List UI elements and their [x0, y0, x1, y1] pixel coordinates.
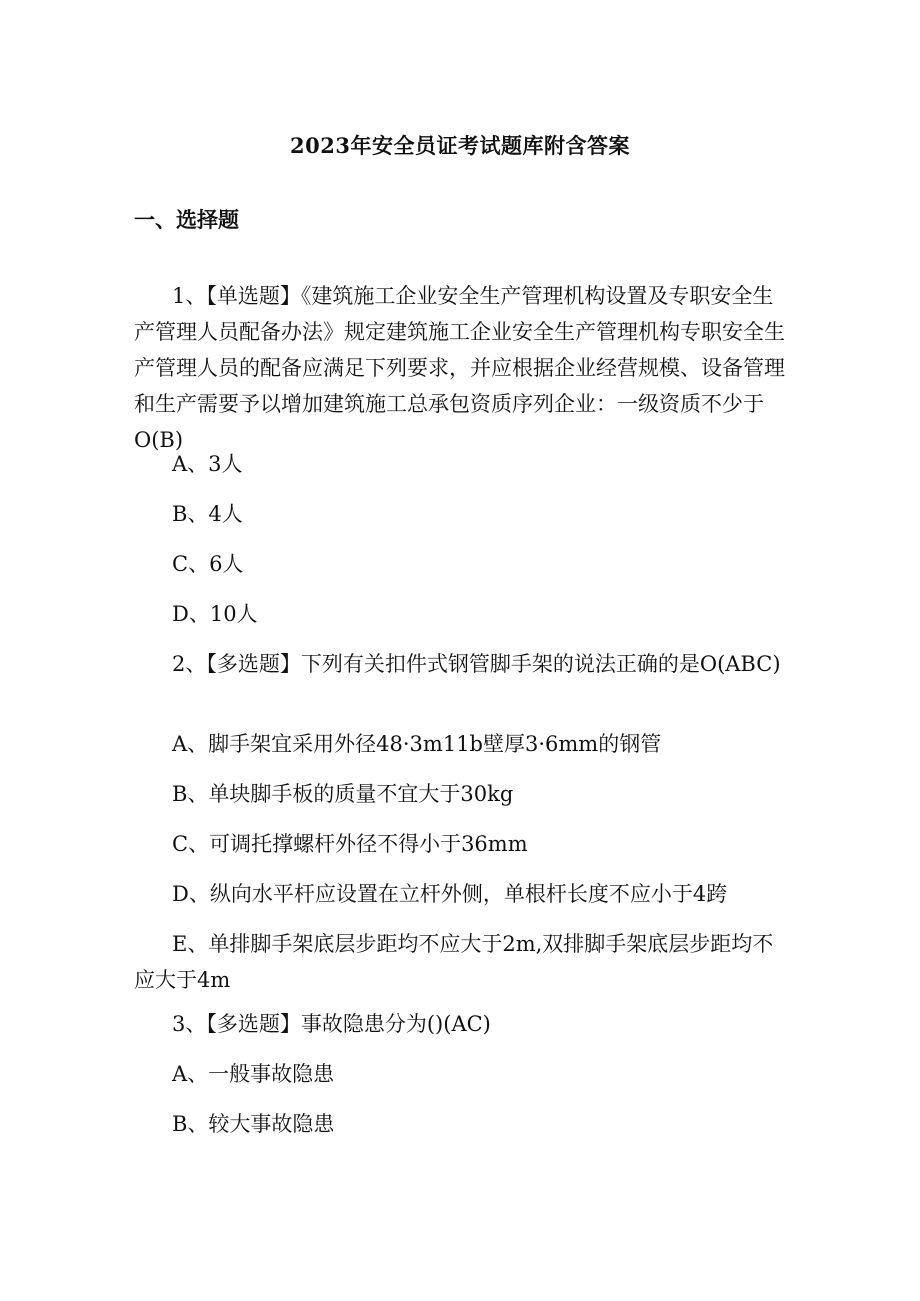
- question-2-option-e: E、单排脚手架底层步距均不应大于2m,双排脚手架底层步距均不应大于4m: [134, 932, 774, 992]
- section-heading: 一、选择题: [134, 207, 239, 232]
- question-2-option-b: B、单块脚手板的质量不宜大于30kg: [172, 782, 514, 806]
- question-1-option-a: A、3人: [172, 452, 243, 476]
- question-1-stem: 1、【单选题】《建筑施工企业安全生产管理机构设置及专职安全生产管理人员配备办法》规定建筑施工企业安全生产管理机构专职安全生产管理人员的配备应满足下列要求，并应根据企业经营规模、设备管理和生产需要予以增加建筑施工总承包资质序列企业：一级资质不少于O(B): [134, 284, 785, 452]
- question-3-option-a: A、一般事故隐患: [172, 1062, 335, 1086]
- question-2-option-d: D、纵向水平杆应设置在立杆外侧，单根杆长度不应小于4跨: [172, 882, 728, 906]
- question-1-option-c: C、6人: [172, 552, 244, 576]
- question-2-stem: 2、【多选题】下列有关扣件式钢管脚手架的说法正确的是O(ABC): [172, 652, 781, 676]
- question-3-option-b: B、较大事故隐患: [172, 1112, 335, 1136]
- document-title: 2023年安全员证考试题库附含答案: [290, 133, 630, 158]
- question-2-option-a: A、脚手架宜采用外径48·3m11b壁厚3·6mm的钢管: [172, 732, 662, 756]
- question-1-option-d: D、10人: [172, 602, 258, 626]
- question-1-option-b: B、4人: [172, 502, 243, 526]
- question-2-option-c: C、可调托撑螺杆外径不得小于36mm: [172, 832, 528, 856]
- question-3-stem: 3、【多选题】事故隐患分为()(AC): [172, 1012, 491, 1036]
